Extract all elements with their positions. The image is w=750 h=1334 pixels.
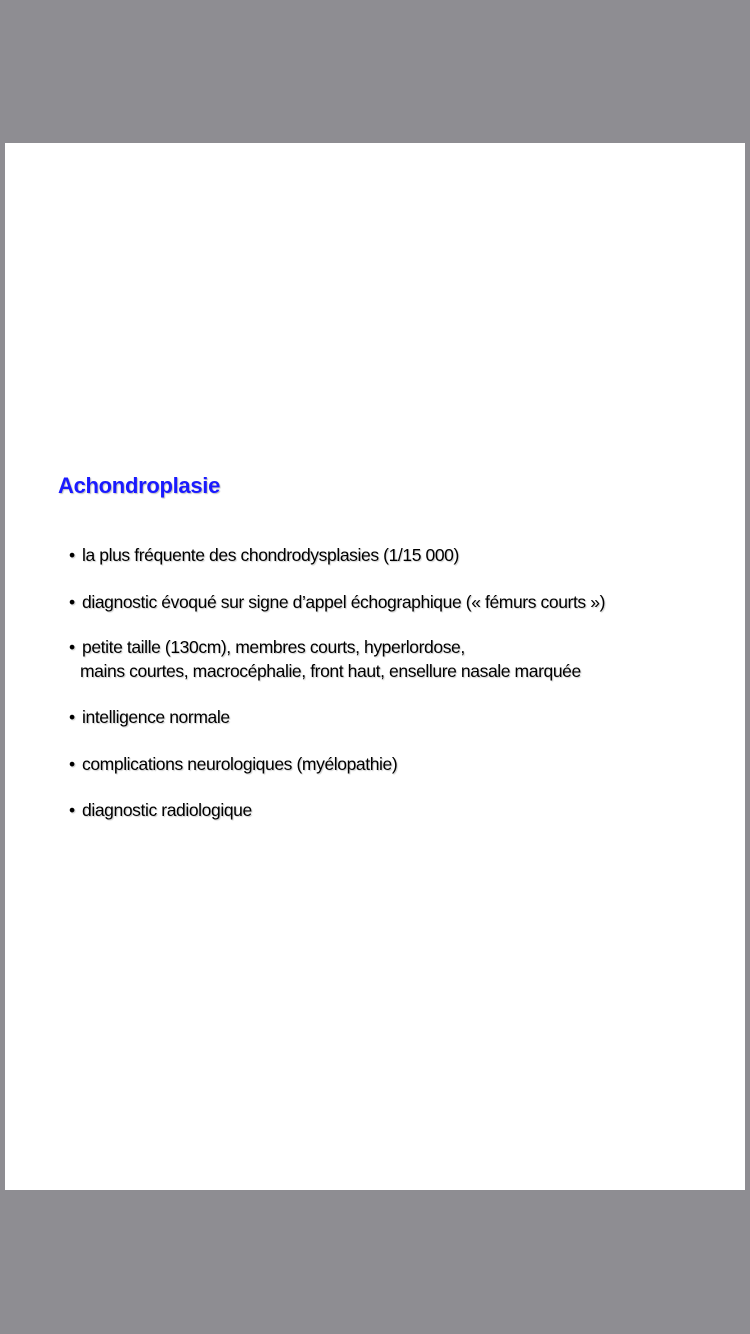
bullet: • bbox=[69, 800, 75, 820]
list-item-text-continued: mains courtes, macrocéphalie, front haut, ensellure nasale marquée bbox=[80, 661, 581, 681]
bullet: • bbox=[69, 754, 75, 774]
list-item-text: diagnostic radiologique bbox=[82, 800, 252, 820]
list-item bbox=[69, 635, 581, 683]
document-page bbox=[5, 143, 745, 1190]
bullet: • bbox=[69, 592, 75, 612]
bullet: • bbox=[69, 545, 75, 565]
list-item-text: petite taille (130cm), membres courts, hyperlordose, bbox=[82, 637, 465, 657]
bullet: • bbox=[69, 637, 75, 657]
bullet: • bbox=[69, 707, 75, 727]
list-item-text: la plus fréquente des chondrodysplasies (1/15 000) bbox=[82, 545, 459, 565]
page-title: Achondroplasie bbox=[58, 473, 221, 498]
list-item bbox=[69, 543, 459, 567]
list-item bbox=[69, 590, 605, 614]
list-item-text: diagnostic évoqué sur signe d’appel échographique (« fémurs courts ») bbox=[82, 592, 606, 612]
list-item bbox=[69, 705, 230, 729]
list-item bbox=[69, 752, 397, 776]
list-item bbox=[69, 798, 252, 822]
list-item-text: complications neurologiques (myélopathie) bbox=[82, 754, 398, 774]
list-item-text: intelligence normale bbox=[82, 707, 230, 727]
